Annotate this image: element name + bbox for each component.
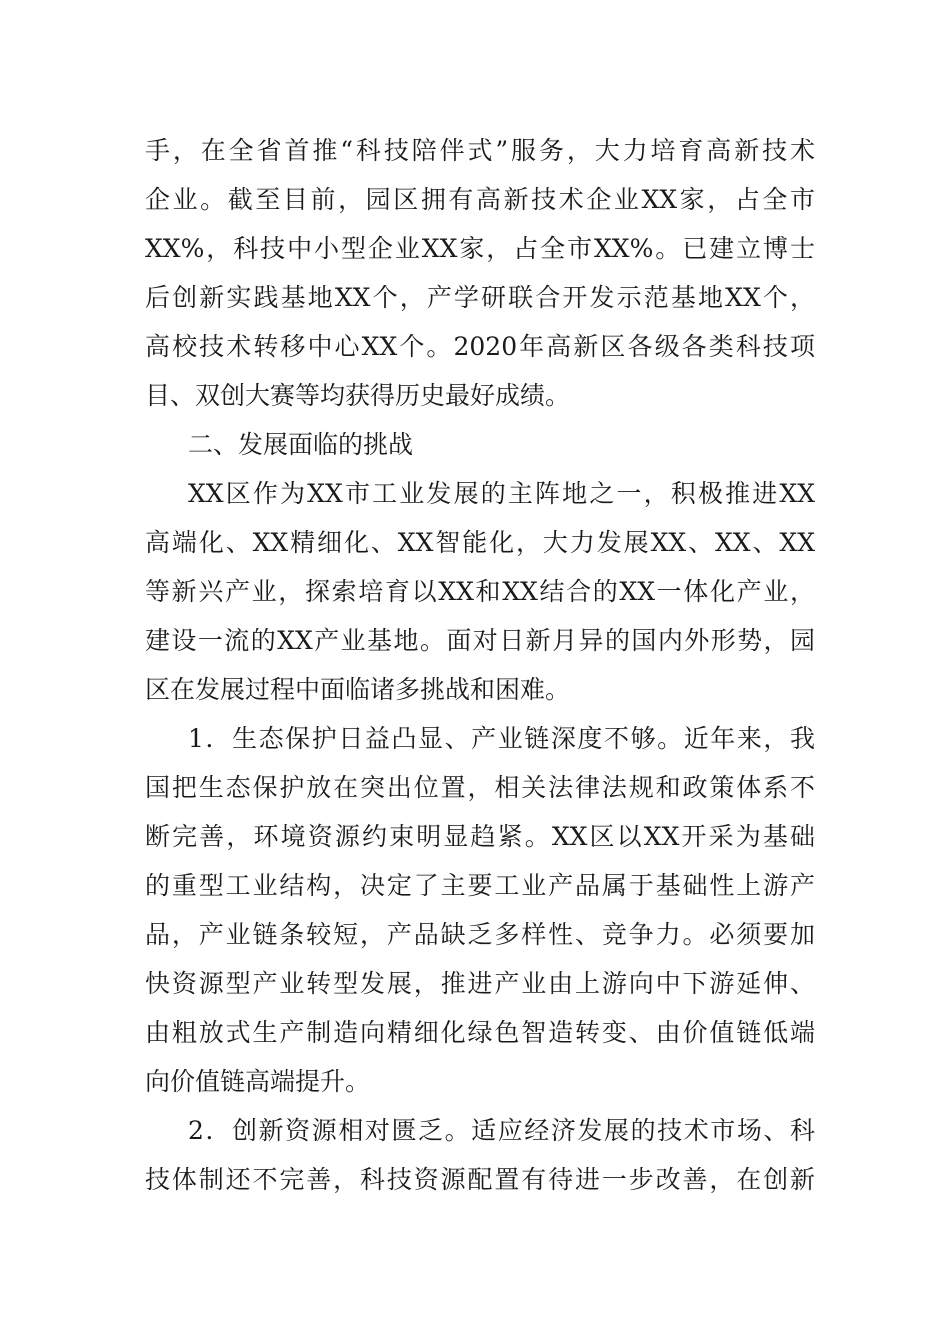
paragraph-item-1 xyxy=(145,714,815,1106)
text-line: 手，在全省首推“科技陪伴式”服务，大力培育高新技术 xyxy=(145,136,815,165)
text-line: 1．生态保护日益凸显、产业链深度不够。近年来，我 xyxy=(188,724,815,753)
text-line: 由粗放式生产制造向精细化绿色智造转变、由价值链低端 xyxy=(145,1018,815,1047)
paragraph-challenges-intro xyxy=(145,469,815,714)
text-line: 建设一流的XX产业基地。面对日新月异的国内外形势，园 xyxy=(145,626,815,655)
text-line: 断完善，环境资源约束明显趋紧。XX区以XX开采为基础 xyxy=(145,822,815,851)
text-line: 后创新实践基地XX个，产学研联合开发示范基地XX个， xyxy=(145,283,815,312)
text-line: 的重型工业结构，决定了主要工业产品属于基础性上游产 xyxy=(145,871,815,900)
text-line: 国把生态保护放在突出位置，相关法律法规和政策体系不 xyxy=(145,773,815,802)
text-line: 向价值链高端提升。 xyxy=(145,1067,371,1096)
paragraph-continuation xyxy=(145,126,815,420)
text-line: 快资源型产业转型发展，推进产业由上游向中下游延伸、 xyxy=(145,969,815,998)
text-line: 技体制还不完善，科技资源配置有待进一步改善，在创新 xyxy=(145,1165,815,1194)
paragraph-item-2 xyxy=(145,1106,815,1204)
text-line: 2．创新资源相对匮乏。适应经济发展的技术市场、科 xyxy=(188,1116,815,1145)
text-line: 企业。截至目前，园区拥有高新技术企业XX家，占全市 xyxy=(145,185,815,214)
text-line: 目、双创大赛等均获得历史最好成绩。 xyxy=(145,381,571,410)
text-line: XX区作为XX市工业发展的主阵地之一，积极推进XX xyxy=(188,479,815,508)
text-line: 高校技术转移中心XX个。2020年高新区各级各类科技项 xyxy=(145,332,815,361)
section-heading xyxy=(145,420,815,469)
text-line: 等新兴产业，探索培育以XX和XX结合的XX一体化产业， xyxy=(145,577,815,606)
heading-text: 二、发展面临的挑战 xyxy=(188,430,414,459)
text-line: XX%，科技中小型企业XX家，占全市XX%。已建立博士 xyxy=(145,234,815,263)
text-line: 区在发展过程中面临诸多挑战和困难。 xyxy=(145,675,571,704)
text-line: 高端化、XX精细化、XX智能化，大力发展XX、XX、XX xyxy=(145,528,815,557)
document-body xyxy=(145,126,815,1204)
text-line: 品，产业链条较短，产品缺乏多样性、竞争力。必须要加 xyxy=(145,920,815,949)
